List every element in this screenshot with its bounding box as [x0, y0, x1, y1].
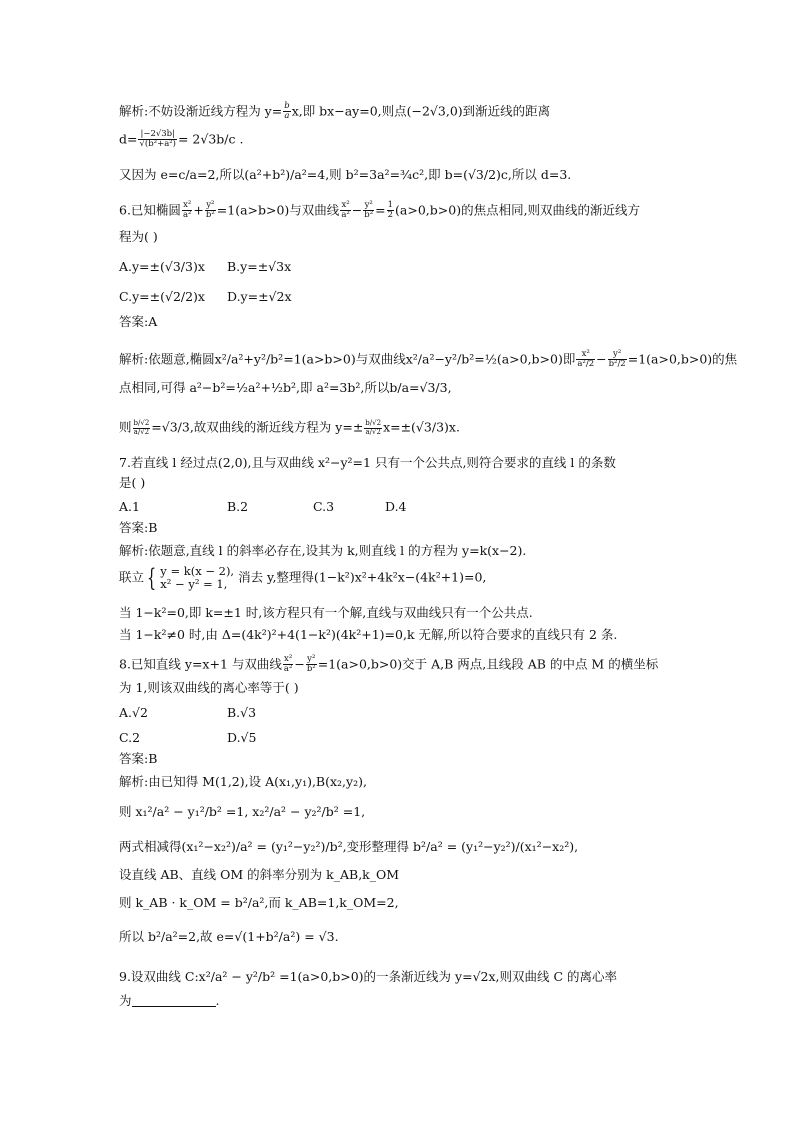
hyperbola-x-term: $\frac{\text{x²}}{\text{a²}}$ — [341, 200, 350, 221]
q7-sol2a: 联立 — [119, 569, 145, 585]
q7-stem-line1: 7.若直线 l 经过点(2,0),且与双曲线 x²−y²=1 只有一个公共点,则符合要求的直线 l 的条数 — [119, 455, 616, 470]
left-brace: { — [147, 564, 157, 593]
q7-option-c: C.3 — [313, 499, 335, 514]
q6-sol-line1: 解析:依题意,椭圆x²/a²+y²/b²=1(a>b>0)与双曲线x²/a²−y²/b²=½(a>0,b>0)即 $\frac{\text{x²}}{\text{a²/2}}$ − $\frac{\text{y²}}{\text{b²/2}}$ =1(a>0,b>0)的焦 — [119, 349, 738, 370]
q8-x-term: $\frac{\text{x²}}{\text{a²}}$ — [283, 654, 293, 675]
q8-option-b: B.√3 — [227, 705, 257, 720]
sol5-l1b: x,即 bx−ay=0,则点(−2√3,0)到渐近线的距离 — [291, 103, 551, 119]
distance-denominator: √(b²+a²) — [139, 139, 176, 150]
q8-sol-line5: 则 k_AB · k_OM = b²/a²,而 k_AB=1,k_OM=2, — [119, 895, 399, 910]
q6-sol1b: =1(a>0,b>0)的焦 — [627, 351, 738, 367]
q6-sol3c: x=±(√3/3)x. — [383, 419, 460, 435]
q6-option-a: A.y=±(√3/3)x — [119, 259, 205, 274]
q7-option-b: B.2 — [227, 499, 249, 514]
hyperbola-y-term: $\frac{\text{y²}}{\text{b²}}$ — [364, 200, 374, 221]
system-eq2: x² − y² = 1, — [160, 577, 228, 592]
system-eq1: y = k(x − 2), — [160, 564, 235, 578]
q6-sol3b: =√3/3,故双曲线的渐近线方程为 y=± — [151, 419, 364, 435]
q8-stem-line1: 8.已知直线 y=x+1 与双曲线 $\frac{\text{x²}}{\text{a²}}$ − $\frac{\text{y²}}{\text{b²}}$ =1(a>0,b>0)交于 A,B 两点,且线段 AB 的中点 M 的横坐标 — [119, 654, 659, 675]
frac-b-a: $\frac{b}{a}$ — [284, 101, 290, 122]
q8-sol-line6: 所以 b²/a²=2,故 e=√(1+b²/a²) = √3. — [119, 929, 339, 944]
q8-sol-line4: 设直线 AB、直线 OM 的斜率分别为 k_AB,k_OM — [119, 867, 400, 882]
ellipse-x-term: $\frac{\text{x²}}{\text{a²}}$ — [182, 200, 192, 221]
q6-answer: 答案:A — [119, 314, 158, 329]
answer-blank[interactable] — [132, 1006, 216, 1007]
q6-options-cd — [119, 290, 292, 304]
sol5-line2 — [119, 130, 243, 150]
q8-sol-line1: 解析:由已知得 M(1,2),设 A(x₁,y₁),B(x₂,y₂), — [119, 774, 367, 789]
q6-stem-line2: 程为( ) — [119, 229, 158, 244]
q8-stem1: 8.已知直线 y=x+1 与双曲线 — [119, 656, 282, 672]
equation-system — [160, 565, 234, 591]
q8-stem-line2: 为 1,则该双曲线的离心率等于( ) — [119, 680, 299, 695]
half-fraction: $\frac{1}{2}$ — [387, 200, 394, 221]
q8-options-cd — [119, 731, 256, 745]
q8-sol-line2: 则 x₁²/a² − y₁²/b² =1, x₂²/a² − y₂²/b² =1, — [119, 804, 366, 819]
q8-sol-line3: 两式相减得(x₁²−x₂²)/a² = (y₁²−y₂²)/b²,变形整理得 b²/a² = (y₁²−y₂²)/(x₁²−x₂²), — [119, 839, 579, 854]
q7-stem-line2: 是( ) — [119, 475, 146, 490]
sol5-l2: d= — [119, 131, 138, 147]
q8-stem1b: =1(a>0,b>0)交于 A,B 两点,且线段 AB 的中点 M 的横坐标 — [317, 656, 659, 672]
q6-stem1: 6.已知椭圆 — [119, 202, 181, 218]
q7-option-d: D.4 — [385, 499, 407, 514]
q6-stem1c: (a>0,b>0)的焦点相同,则双曲线的渐近线方 — [395, 202, 641, 218]
q8-option-d: D.√5 — [227, 730, 257, 745]
q7-sol-line1: 解析:依题意,直线 l 的斜率必存在,设其为 k,则直线 l 的方程为 y=k(x−2). — [119, 543, 527, 558]
q6-option-d: D.y=±√2x — [227, 289, 292, 304]
q9-stem-line1: 9.设双曲线 C:x²/a² − y²/b² =1(a>0,b>0)的一条渐近线为 y=√2x,则双曲线 C 的离心率 — [119, 969, 618, 984]
q9-stem-line2: 为 . — [119, 993, 220, 1008]
distance-numerator: |−2√3b| — [140, 129, 175, 139]
q6-sol1: 解析:依题意,椭圆x²/a²+y²/b²=1(a>b>0)与双曲线x²/a²−y²/b²=½(a>0,b>0)即 — [119, 351, 576, 367]
q6-sol-line2: 点相同,可得 a²−b²=½a²+½b²,即 a²=3b²,所以b/a=√3/3, — [119, 380, 452, 395]
sol5-l1: 解析:不妨设渐近线方程为 y= — [119, 103, 283, 119]
q6-sol3: 则 — [119, 419, 132, 435]
distance-fraction — [138, 130, 177, 150]
sol5-l2r: = 2√3b/c . — [177, 131, 244, 147]
hyperbola-x-over-half: $\frac{\text{x²}}{\text{a²/2}}$ — [577, 349, 595, 370]
q7-option-a: A.1 — [119, 499, 140, 514]
q6-stem-line1: 6.已知椭圆 $\frac{\text{x²}}{\text{a²}}$ + $\frac{\text{y²}}{\text{b²}}$ =1(a>b>0)与双曲线 $\frac{\text{x²}}{\text{a²}}$ − $\frac{\text{y²}}{\text{b²}}$ = $\frac{1}{2}$ (a>0,b>0)的焦点相同,则双曲线的渐近线方 — [119, 200, 641, 221]
q7-options — [119, 500, 407, 514]
q8-option-c: C.2 — [119, 730, 141, 745]
q6-option-c: C.y=±(√2/2)x — [119, 289, 205, 304]
nested-ratio: $\frac{b/√2}{a/√2}$ — [133, 419, 150, 436]
q6-stem1b: =1(a>b>0)与双曲线 — [216, 202, 340, 218]
q7-sol-line4: 当 1−k²≠0 时,由 Δ=(4k²)²+4(1−k²)(4k²+1)=0,k 无解,所以符合要求的直线只有 2 条. — [119, 627, 618, 642]
q8-y-term: $\frac{\text{y²}}{\text{b²}}$ — [306, 654, 316, 675]
q7-answer: 答案:B — [119, 520, 158, 535]
q7-sol2b: 消去 y,整理得(1−k²)x²+4k²x−(4k²+1)=0, — [238, 569, 487, 585]
sol5-line3: 又因为 e=c/a=2,所以(a²+b²)/a²=4,则 b²=3a²=¾c²,即 b=(√3/2)c,所以 d=3. — [119, 167, 572, 182]
sol5-line1 — [119, 102, 550, 122]
q6-option-b: B.y=±√3x — [227, 259, 292, 274]
q8-answer: 答案:B — [119, 751, 158, 766]
ellipse-y-term: $\frac{\text{y²}}{\text{b²}}$ — [205, 200, 215, 221]
hyperbola-y-over-half: $\frac{\text{y²}}{\text{b²/2}}$ — [608, 349, 626, 370]
q7-sol-line2 — [119, 565, 486, 591]
q6-sol-line3 — [119, 420, 460, 436]
q8-option-a: A.√2 — [119, 705, 148, 720]
q8-options-ab — [119, 706, 256, 720]
q9-stem2: 为 — [119, 993, 132, 1008]
nested-ratio-2: $\frac{b/√2}{a/√2}$ — [365, 419, 382, 436]
q6-options-ab — [119, 260, 291, 274]
q7-sol-line3: 当 1−k²=0,即 k=±1 时,该方程只有一个解,直线与双曲线只有一个公共点. — [119, 605, 533, 620]
